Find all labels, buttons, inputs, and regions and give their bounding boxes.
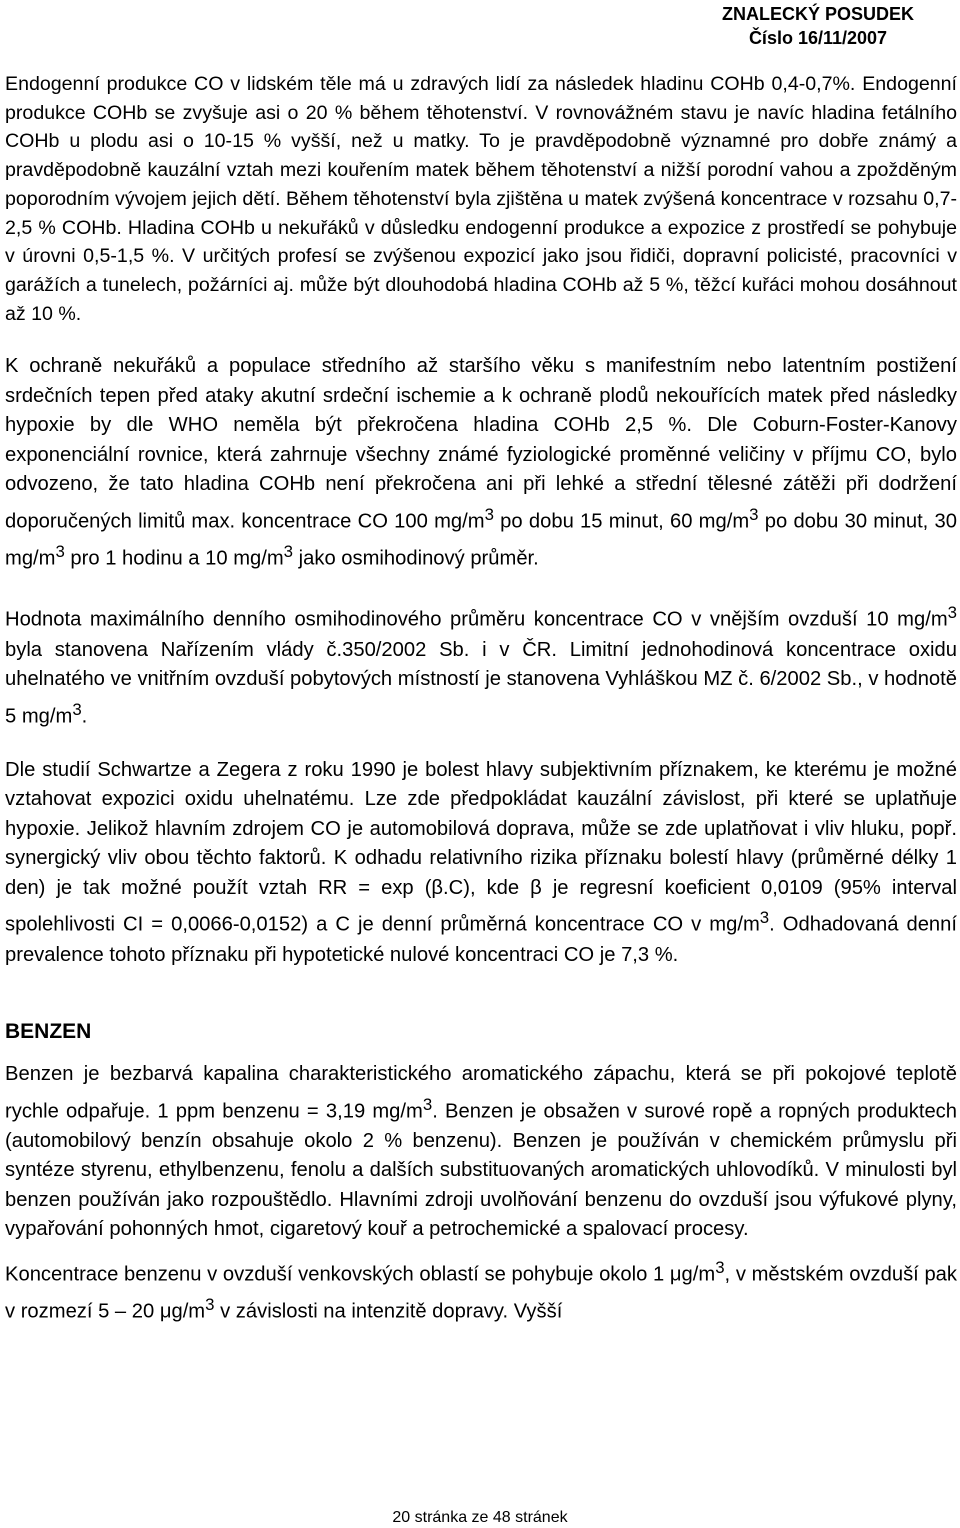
text-run: po dobu 30 minut, 30 mg/m <box>5 510 957 570</box>
text-run: . Benzen je obsažen v surové ropě a ropných produktech (automobilový benzín obsahuje okolo 2 % benzenu). Benzen je používán v chemickém průmyslu při syntéze styrenu, ethylbenzenu, fenolu a dalších substituovaných aromatických uhlovodíků. V minulosti byl benzen používán jako rozpouštědlo. Hlavními zdroji uvolňování benzenu do ovzduší jsou výfukové plyny, vypařování pohonných hmot, cigaretový kouř a petrochemické a spalovací procesy. <box>5 1100 958 1241</box>
superscript: 3 <box>422 1094 433 1114</box>
text-run: Koncentrace benzenu v ovzduší venkovských oblastí se pohybuje okolo 1 μg/m <box>5 1263 716 1286</box>
superscript: 3 <box>205 1294 215 1314</box>
text-run: . <box>81 705 88 728</box>
paragraph-endogenous-co: Endogenní produkce CO v lidském těle má u zdravých lidí za následek hladinu COHb 0,4-0,7%. Endogenní produkce COHb se zvyšuje asi o 20 % během těhotenství. V rovnovážném stavu je navíc hladina fetálního COHb u plodu asi o 10-15 % vyšší, než u matky. To je pravděpodobně významné pro dobře známý a pravděpodobně kauzální vztah mezi kouřením matek během těhotenství a nižší porodní vahou a zpožděným poporodním vývojem jejich dětí. Během těhotenství byla zjištěna u matek zvýšená koncentrace v rozsahu 0,7-2,5 % COHb. Hladina COHb u nekuřáků v důsledku endogenní produkce a expozice z prostředí se pohybuje v úrovni 0,5-1,5 %. V určitých profesí se zvýšenou expozicí jako jsou řidiči, dopravní policisté, pracovníci v garážích a tunelech, požárníci aj. může být dlouhodobá hladina COHb až 5 %, těžcí kuřáci mohou dosáhnout až 10 %. <box>5 73 957 325</box>
header-title: ZNALECKÝ POSUDEK <box>721 4 914 24</box>
superscript: 3 <box>484 504 494 524</box>
superscript: 3 <box>283 542 294 562</box>
paragraph-benzen-intro <box>5 1060 957 1245</box>
text-run: byla stanovena Nařízením vlády č.350/2002 Sb. i v ČR. Limitní jednohodinová koncentrace oxidu uhelnatého ve vnitřním ovzduší pobytových místností je stanovena Vyhláškou MZ č. 6/2002 Sb., v hodnotě 5 mg/m <box>5 638 957 728</box>
paragraph-benzen-concentration <box>5 1253 957 1327</box>
text-run: jako osmihodinový průměr. <box>293 547 539 570</box>
text-run: pro 1 hodinu a 10 mg/m <box>64 547 284 570</box>
paragraph-protection-limits <box>5 352 957 574</box>
text-run: Hodnota maximálního denního osmihodinového průměru koncentrace CO v vnějším ovzduší 10 mg/m <box>5 609 948 632</box>
text-run: K ochraně nekuřáků a populace středního až staršího věku s manifestním nebo latentním postižení srdečních tepen před ataky akutní srdeční ischemie a k ochraně plodů nekouřících matek před následky hypoxie by dle WHO neměla být překročena hladina COHb 2,5 %. Dle Coburn-Foster-Kanovy exponenciální rovnice, která zahrnuje všechny známé fyziologické proměnné veličiny v příjmu CO, bylo odvozeno, že tato hladina COHb není překročena ani při lehké a střední tělesné zátěži při dodržení doporučených limitů max. koncentrace CO 100 mg/m <box>5 355 957 533</box>
text-run: Benzen je bezbarvá kapalina charakteristického aromatického zápachu, která se při pokojové teplotě rychle odpařuje. 1 ppm benzenu = 3,19 mg/m <box>5 1063 957 1123</box>
header-number: Číslo 16/11/2007 <box>748 28 888 48</box>
paragraph-max-concentration <box>5 598 957 731</box>
paragraph-headache-study <box>5 756 957 970</box>
section-heading-benzen: BENZEN <box>5 1020 92 1043</box>
text-run: , v městském ovzduší pak v rozmezí 5 – 20 μg/m <box>5 1263 957 1323</box>
superscript: 3 <box>749 504 759 524</box>
superscript: 3 <box>947 603 957 623</box>
text-run: v závislosti na intenzitě dopravy. Vyšší <box>214 1300 563 1323</box>
page-footer: 20 stránka ze 48 stránek <box>392 1509 568 1526</box>
text-run: po dobu 15 minut, 60 mg/m <box>493 510 750 533</box>
document-body <box>5 70 957 1327</box>
text-run: Dle studií Schwartze a Zegera z roku 1990 je bolest hlavy subjektivním příznakem, ke kterému je možné vztahovat expozici oxidu uhelnatému. Lze zde předpokládat kauzální závislost, při které se uplatňuje hypoxie. Jelikož hlavním zdrojem CO je automobilová doprava, může se zde uplatňovat i vliv hluku, popř. synergický vliv obou těchto faktorů. K odhadu relativního rizika příznaku bolestí hlavy (průměrné délky 1 den) je tak možné použít vztah RR = exp (β.C), kde β je regresní koeficient 0,0109 (95% interval spolehlivosti CI = 0,0066-0,0152) a C je denní průměrná koncentrace CO v mg/m <box>5 758 957 936</box>
superscript: 3 <box>715 1257 725 1277</box>
superscript: 3 <box>72 699 82 719</box>
document-header <box>722 2 914 50</box>
text-run: . Odhadovaná denní prevalence tohoto příznaku při hypotetické nulové koncentraci CO je 7,3 %. <box>5 914 957 966</box>
superscript: 3 <box>55 542 65 562</box>
superscript: 3 <box>759 908 770 928</box>
